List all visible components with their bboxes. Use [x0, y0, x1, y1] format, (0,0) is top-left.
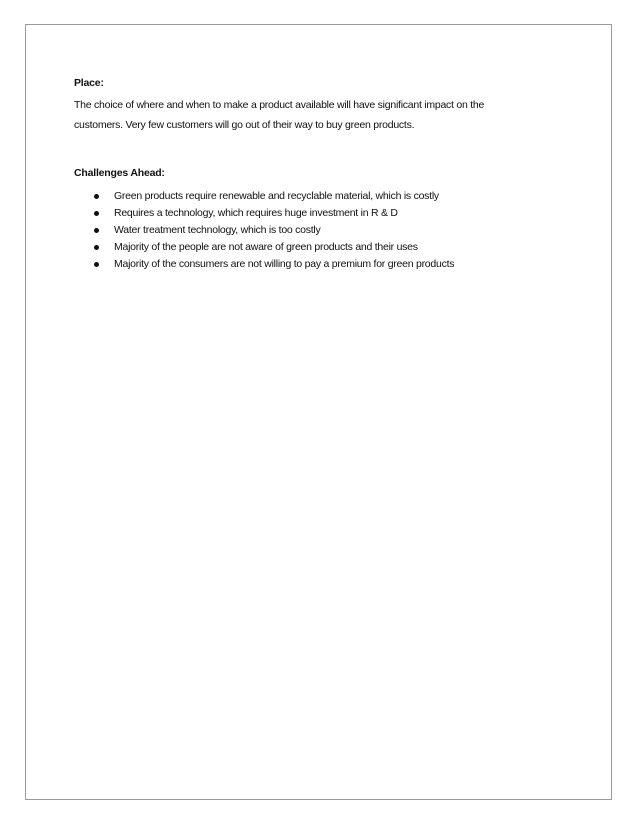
place-paragraph-line-2: customers. Very few customers will go out of their way to buy green products.: [74, 119, 415, 131]
bullet-icon: [94, 194, 99, 199]
challenges-heading: Challenges Ahead:: [74, 167, 165, 179]
challenge-item-text: Majority of the people are not aware of green products and their uses: [114, 241, 418, 253]
document-page: [25, 24, 612, 800]
challenge-item-text: Majority of the consumers are not willing to pay a premium for green products: [114, 258, 455, 270]
challenge-item-text: Green products require renewable and recyclable material, which is costly: [114, 190, 439, 202]
place-paragraph: [74, 95, 574, 135]
challenge-item-text: Water treatment technology, which is too costly: [114, 224, 321, 236]
bullet-icon: [94, 245, 99, 250]
challenge-item-1: [74, 188, 574, 205]
challenges-list: [74, 188, 574, 273]
page-content: [74, 75, 574, 273]
bullet-icon: [94, 211, 99, 216]
challenge-item-5: [74, 256, 574, 273]
place-heading: Place:: [74, 77, 104, 89]
bullet-icon: [94, 262, 99, 267]
challenge-item-text: Requires a technology, which requires huge investment in R & D: [114, 207, 398, 219]
challenge-item-2: [74, 205, 574, 222]
challenge-item-3: [74, 222, 574, 239]
bullet-icon: [94, 228, 99, 233]
place-paragraph-line-1: The choice of where and when to make a product available will have significant impact on the: [74, 99, 485, 111]
challenge-item-4: [74, 239, 574, 256]
